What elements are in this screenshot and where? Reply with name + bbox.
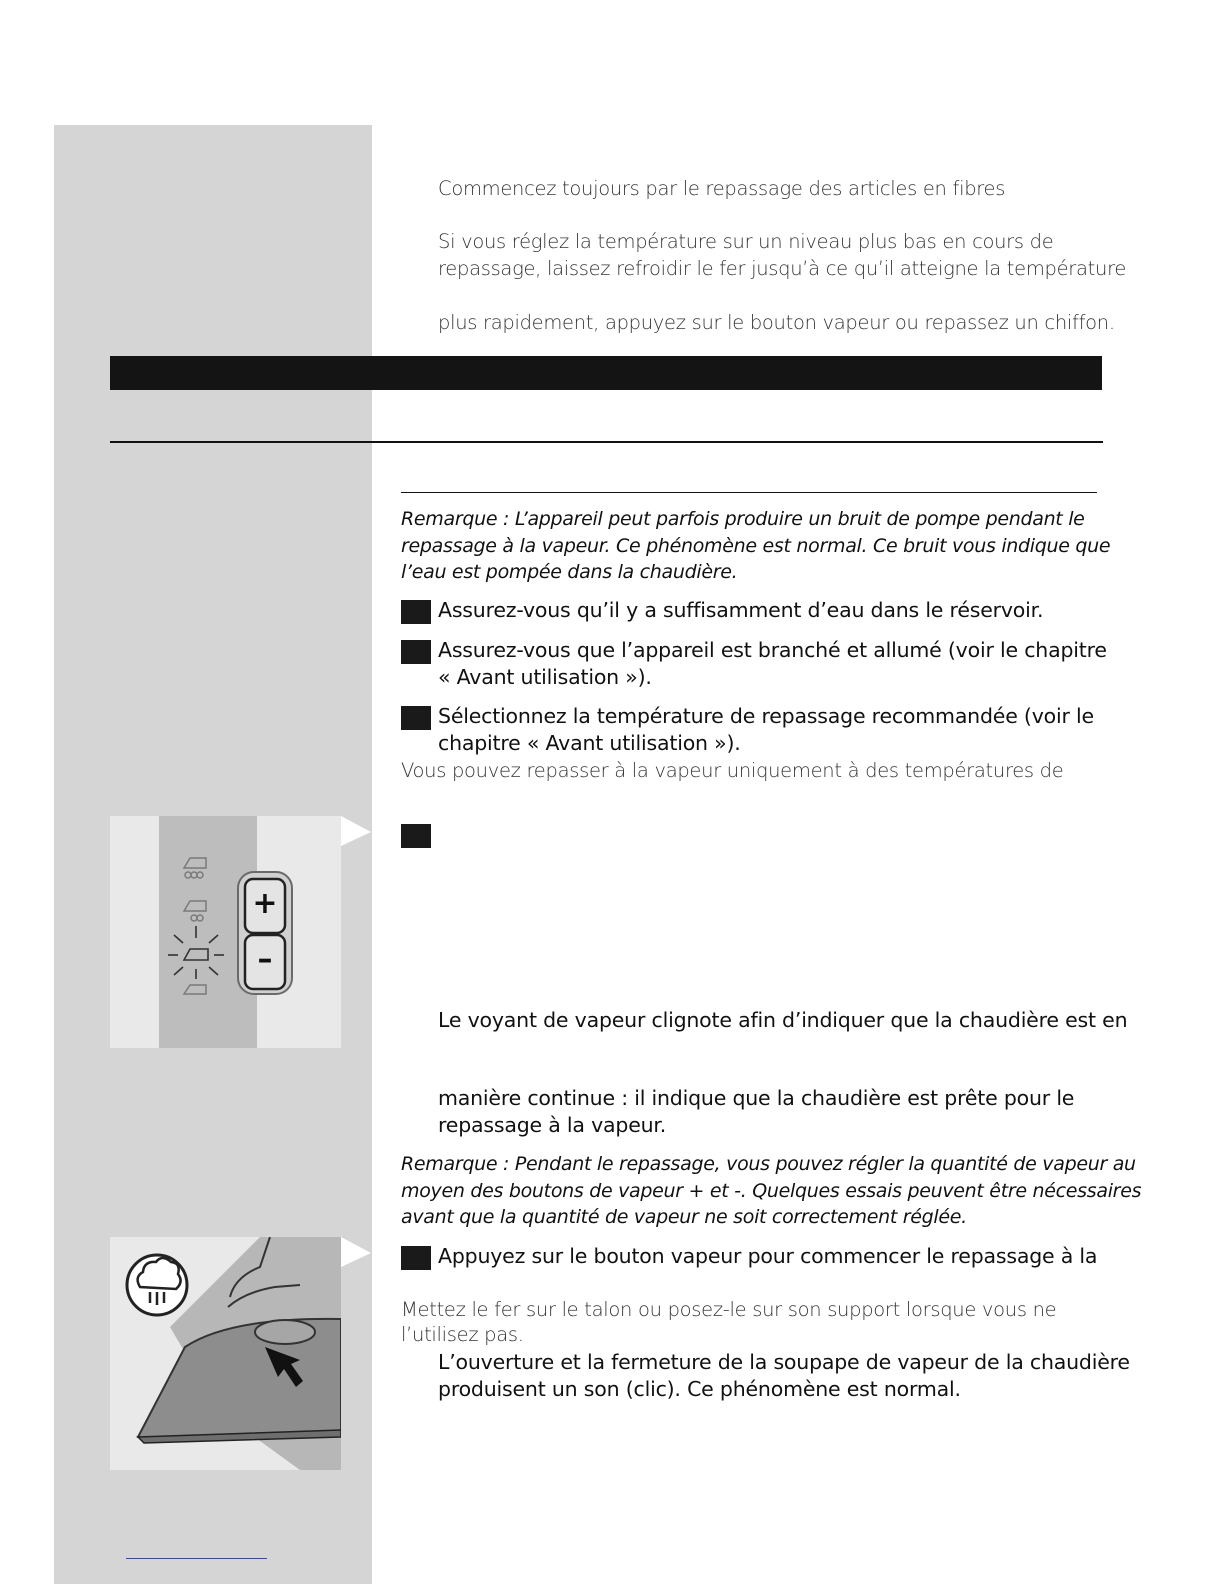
step-3-text-b: chapitre « Avant utilisation »). — [438, 731, 741, 755]
step-marker-4 — [401, 824, 431, 848]
closing-line-3: L’ouverture et la fermeture de la soupape de vapeur de la chaudière — [438, 1350, 1130, 1374]
note-2-line-1: Remarque : Pendant le repassage, vous pouvez régler la quantité de vapeur au — [401, 1153, 1136, 1175]
step-2-text-a: Assurez-vous que l’appareil est branché et allumé (voir le chapitre — [438, 638, 1107, 662]
intro-line-1: Commencez toujours par le repassage des articles en fibres — [438, 177, 1006, 200]
step-4-text-a: Le voyant de vapeur clignote afin d’indiquer que la chaudière est en — [438, 1008, 1128, 1032]
step-marker-3 — [401, 706, 431, 730]
intro-line-2b: repassage, laissez refroidir le fer jusqu’à ce qu’il atteigne la température — [438, 257, 1127, 280]
section-rule — [110, 441, 1103, 443]
control-panel-illustration — [110, 816, 341, 1048]
closing-line-4: produisent un son (clic). Ce phénomène est normal. — [438, 1377, 961, 1401]
step-3-note: Vous pouvez repasser à la vapeur uniquement à des températures de — [401, 759, 1064, 782]
step-3-text-a: Sélectionnez la température de repassage recommandée (voir le — [438, 704, 1094, 728]
intro-line-2a: Si vous réglez la température sur un niveau plus bas en cours de — [438, 230, 1054, 253]
intro-line-3: plus rapidement, appuyez sur le bouton vapeur ou repassez un chiffon. — [438, 311, 1115, 334]
section-header-bar — [110, 356, 1102, 390]
iron-steam-illustration — [110, 1237, 341, 1470]
note-1-line-1: Remarque : L’appareil peut parfois produire un bruit de pompe pendant le — [401, 508, 1085, 530]
step-marker-2 — [401, 640, 431, 664]
note-2-line-2: moyen des boutons de vapeur + et -. Quelques essais peuvent être nécessaires — [401, 1180, 1142, 1202]
step-4-text-b: manière continue : il indique que la chaudière est prête pour le — [438, 1086, 1075, 1110]
step-marker-5 — [401, 1246, 431, 1270]
closing-line-2: l’utilisez pas. — [401, 1323, 524, 1346]
step-1-text: Assurez-vous qu’il y a suffisamment d’eau dans le réservoir. — [438, 598, 1044, 622]
footer-link-underline — [126, 1558, 267, 1559]
figure-control-panel — [110, 816, 341, 1048]
figure-2-pointer — [341, 1237, 373, 1267]
step-5-text: Appuyez sur le bouton vapeur pour commencer le repassage à la — [438, 1244, 1098, 1268]
step-2-text-b: « Avant utilisation »). — [438, 665, 652, 689]
note-2-line-3: avant que la quantité de vapeur ne soit correctement réglée. — [401, 1206, 967, 1228]
figure-steam-button — [110, 1237, 341, 1470]
step-4-text-c: repassage à la vapeur. — [438, 1113, 667, 1137]
step-marker-1 — [401, 600, 431, 624]
steam-minus-button: – — [257, 942, 273, 977]
closing-line-1: Mettez le fer sur le talon ou posez-le sur son support lorsque vous ne — [401, 1298, 1057, 1321]
note-1-line-2: repassage à la vapeur. Ce phénomène est normal. Ce bruit vous indique que — [401, 535, 1111, 557]
note-1-line-3: l’eau est pompée dans la chaudière. — [401, 561, 738, 583]
subsection-rule — [401, 492, 1097, 493]
figure-1-pointer — [341, 816, 373, 846]
steam-plus-button: + — [252, 886, 278, 921]
